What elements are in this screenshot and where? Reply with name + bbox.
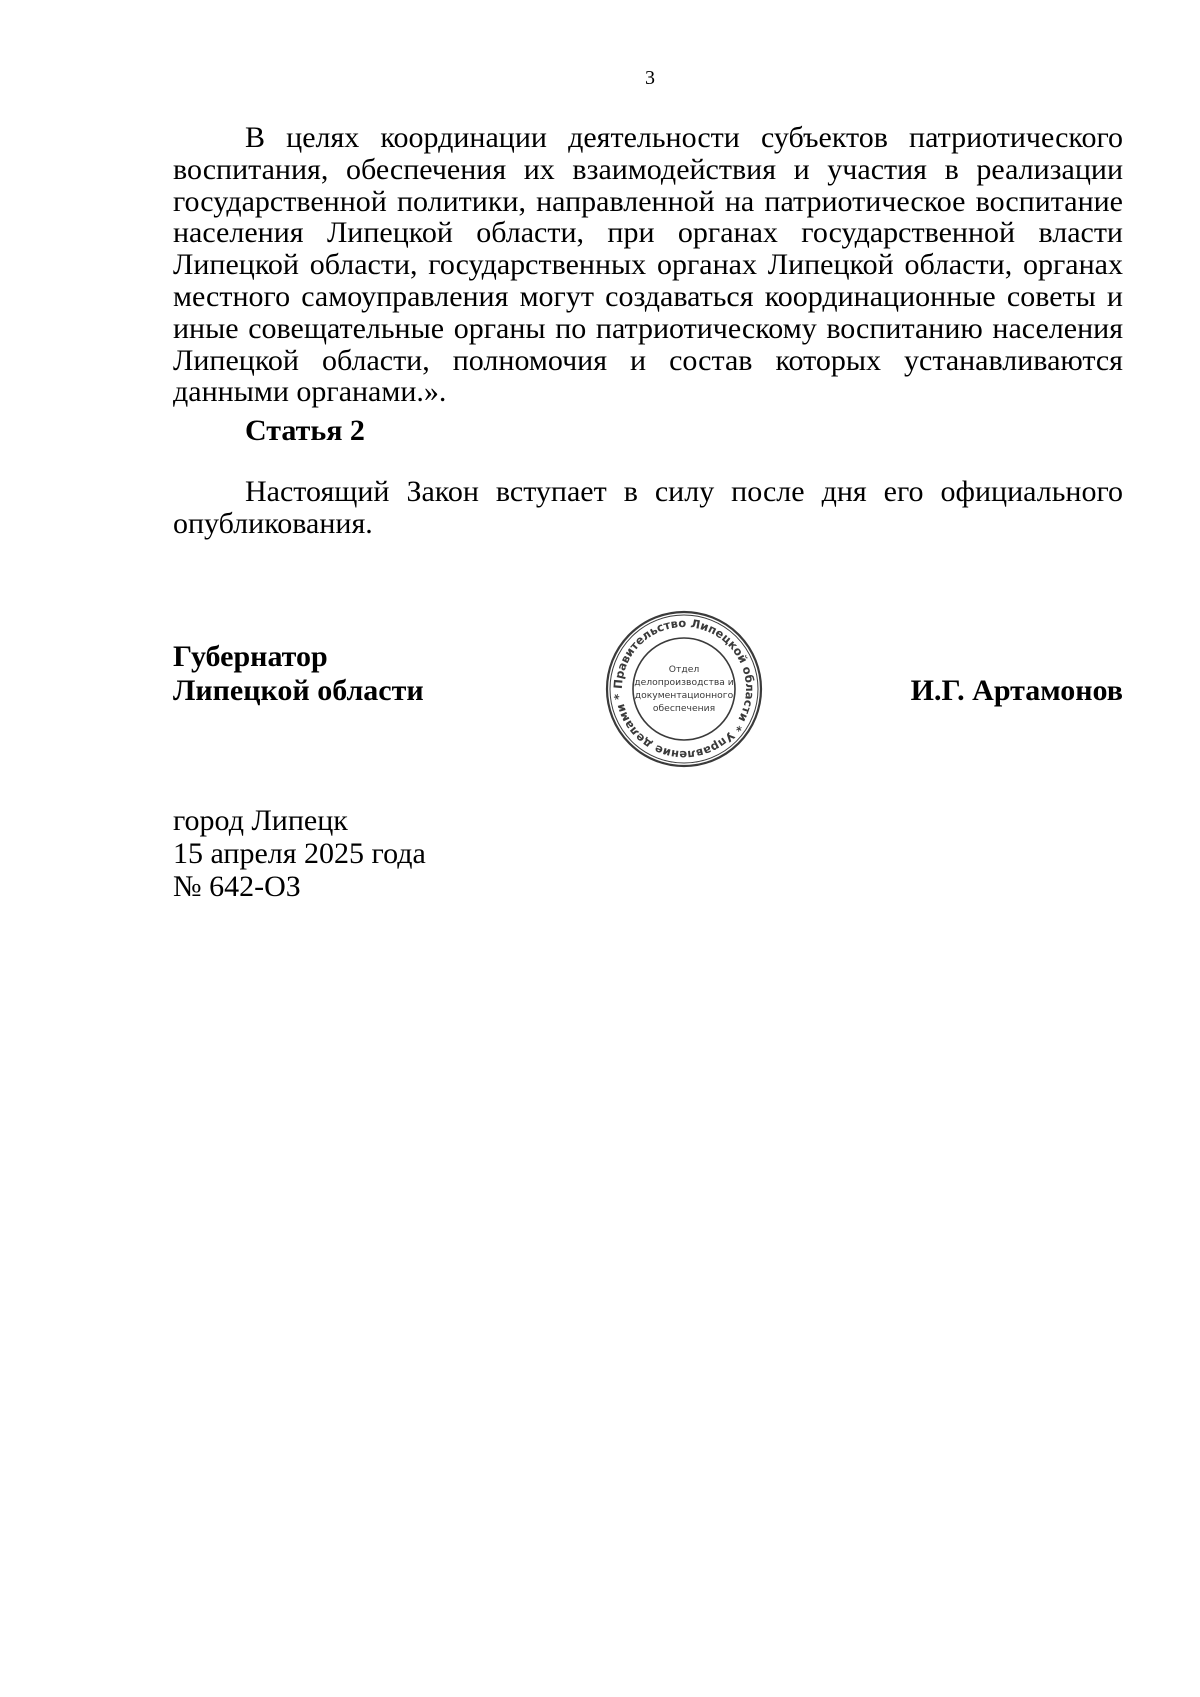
seal-center-line-1: Отдел: [668, 664, 700, 675]
law-number-line: № 642-ОЗ: [173, 870, 301, 903]
seal-center-line-2: делопроизводства и: [634, 677, 734, 688]
signatory-title-line-2: Липецкой области: [173, 674, 424, 707]
signatory-title-line-1: Губернатор: [173, 640, 328, 673]
signature-block: [173, 640, 424, 708]
date-line: 15 апреля 2025 года: [173, 837, 426, 870]
official-seal-stamp: [605, 610, 763, 768]
seal-outer-text: Правительство Липецкой области * Управление делами *: [610, 615, 758, 763]
seal-center-line-4: обеспечения: [652, 703, 716, 714]
city-line: город Липецк: [173, 804, 348, 837]
article-2-heading: Статья 2: [245, 414, 365, 447]
seal-center-line-3: документационного: [634, 690, 734, 701]
place-and-date-block: [173, 804, 426, 903]
paragraph-entry-into-force: Настоящий Закон вступает в силу после дня его официального опубликования.: [173, 475, 1123, 540]
signatory-name: И.Г. Артамонов: [910, 674, 1123, 707]
page-number: 3: [645, 67, 655, 89]
paragraph-patriotic-councils: В целях координации деятельности субъектов патриотического воспитания, обеспечения их взаимодействия и участия в реализации государственной политики, направленной на патриотическое воспитание населения Липецкой области, при органах государственной власти Липецкой области, государственных органах Липецкой области, органах местного самоуправления могут создаваться координационные советы и иные совещательные органы по патриотическому воспитанию населения Липецкой области, полномочия и состав которых устанавливаются данными органами.».: [173, 121, 1123, 409]
